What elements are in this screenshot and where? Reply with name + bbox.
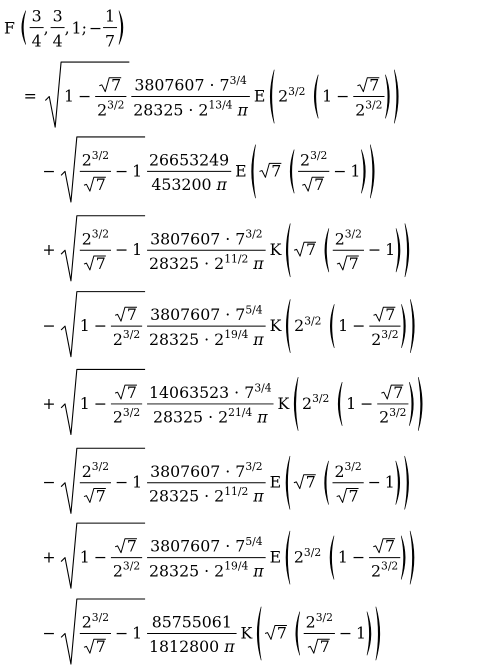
radicand-digit: 7 — [314, 175, 325, 195]
coefficient-fraction — [131, 74, 250, 119]
coefficient-denominator: 28325 · 2 — [133, 100, 209, 120]
base-digit: 2 — [379, 407, 390, 427]
modulus-factor — [294, 314, 321, 335]
radicand-digit: 7 — [348, 486, 359, 506]
radicand-digit: 7 — [276, 623, 287, 643]
open-paren-icon — [330, 536, 334, 579]
radicand-fraction — [80, 149, 111, 194]
one: 1 — [132, 623, 143, 643]
exponent: 3/2 — [107, 98, 125, 112]
minus-sign: − — [42, 472, 56, 492]
one: 1 — [356, 623, 367, 643]
close-paren-icon — [376, 607, 380, 660]
radicand-digit: 7 — [111, 75, 122, 95]
minus-sign: − — [367, 240, 382, 260]
minus-sign: − — [93, 393, 107, 413]
coefficient-numerator: 26653249 — [149, 150, 230, 170]
coefficient-numerator-sup: 3/4 — [229, 74, 247, 88]
coefficient-denominator: π — [216, 175, 227, 195]
square-root — [61, 137, 145, 202]
numerator — [82, 228, 109, 249]
minus-sign: − — [114, 240, 129, 260]
radicand-fraction — [80, 611, 111, 656]
radicand-digit: 7 — [126, 383, 137, 403]
radicand-digit: 7 — [348, 253, 359, 273]
exponent: 3/2 — [122, 328, 141, 342]
denominator — [371, 328, 398, 349]
separator: , — [43, 18, 49, 38]
separator: ; — [81, 18, 87, 38]
numerator — [373, 537, 395, 556]
coefficient-denominator-sup: 13/4 — [208, 98, 233, 112]
base-digit: 2 — [300, 150, 311, 170]
minus-sign: − — [93, 547, 107, 567]
elliptic-k: K — [277, 393, 290, 413]
numerator — [99, 76, 121, 95]
square-root — [61, 448, 145, 513]
elliptic-e: E — [269, 547, 282, 567]
denominator — [302, 175, 324, 194]
base-digit: 2 — [81, 229, 92, 249]
coefficient-denominator-sup: 19/4 — [224, 328, 249, 342]
modulus-fraction — [353, 76, 384, 120]
modulus-fraction — [369, 537, 400, 581]
exponent: 3/2 — [389, 406, 407, 420]
base-digit: 2 — [81, 461, 92, 481]
base-digit: 2 — [81, 612, 92, 632]
numerator — [381, 383, 403, 402]
open-paren-icon — [252, 145, 256, 198]
exponent: 3/2 — [312, 392, 330, 406]
minus-sign: − — [360, 393, 374, 413]
term-row — [42, 448, 408, 513]
open-paren-icon — [286, 531, 290, 584]
coefficient-fraction — [147, 381, 273, 426]
denominator — [355, 99, 382, 120]
radicand-digit: 7 — [95, 486, 106, 506]
modulus-fraction — [369, 305, 400, 349]
coefficient-denominator: 28325 · 2 — [152, 407, 229, 427]
coefficient-denominator: 28325 · 2 — [149, 486, 225, 506]
minus-sign: − — [42, 623, 56, 643]
elliptic-k: K — [269, 316, 282, 336]
argument-numerator: 3 — [31, 6, 42, 26]
term-row — [42, 137, 374, 202]
close-paren-icon — [385, 75, 389, 118]
exponent: 3/2 — [91, 148, 110, 162]
coefficient-fraction — [147, 460, 266, 505]
open-paren-icon — [22, 11, 26, 44]
exponent: 3/2 — [91, 460, 110, 474]
modulus-fraction — [298, 149, 329, 194]
radicand-digit: 7 — [319, 637, 330, 657]
one: 1 — [79, 547, 90, 567]
one: 1 — [132, 472, 143, 492]
close-paren-icon — [401, 304, 405, 347]
argument-numerator: 1 — [105, 6, 116, 26]
numerator — [334, 460, 361, 481]
base-digit: 2 — [97, 100, 108, 120]
modulus-fraction — [377, 383, 408, 427]
numerator — [357, 76, 379, 95]
coefficient-fraction — [147, 151, 231, 195]
term-row — [24, 62, 399, 127]
modulus-fraction — [304, 611, 335, 656]
coefficient-numerator-sup: 5/4 — [245, 303, 263, 317]
base-digit: 2 — [294, 316, 305, 336]
one: 1 — [346, 393, 357, 413]
modulus-factor — [302, 392, 329, 413]
one: 1 — [337, 547, 348, 567]
modulus-factor — [294, 473, 316, 492]
base-digit: 2 — [334, 461, 345, 481]
elliptic-e: E — [253, 86, 266, 106]
argument-denominator: 7 — [105, 31, 116, 51]
elliptic-e: E — [269, 472, 282, 492]
denominator — [84, 486, 106, 505]
open-paren-icon — [286, 300, 290, 353]
denominator — [337, 254, 359, 273]
exponent: 3/2 — [91, 227, 110, 241]
radicand-fraction — [111, 305, 142, 349]
coefficient-denominator: 28325 · 2 — [149, 253, 225, 273]
open-paren-icon — [290, 150, 294, 193]
modulus-factor — [294, 240, 316, 259]
exponent: 3/2 — [381, 559, 399, 573]
coefficient-denominator: π — [237, 100, 248, 120]
coefficient-denominator: π — [257, 407, 268, 427]
elliptic-k: K — [269, 240, 282, 260]
radicand-fraction — [80, 228, 111, 273]
plus-sign: + — [42, 393, 56, 413]
coefficient-denominator: π — [253, 253, 264, 273]
close-paren-icon — [409, 382, 413, 425]
coefficient-fraction — [147, 304, 266, 349]
open-paren-icon — [294, 377, 298, 430]
denominator — [84, 175, 106, 194]
function-name: F — [3, 18, 15, 38]
close-paren-icon — [370, 145, 374, 198]
coefficient-denominator: π — [224, 637, 235, 657]
minus-sign: − — [351, 547, 366, 567]
numerator — [115, 305, 137, 324]
minus-sign: − — [114, 161, 129, 181]
minus-sign: − — [78, 86, 92, 106]
radicand-digit: 7 — [126, 305, 137, 325]
exponent: 3/2 — [310, 148, 328, 162]
radicand-digit: 7 — [126, 536, 137, 556]
one: 1 — [79, 393, 90, 413]
base-digit: 2 — [305, 612, 316, 632]
one: 1 — [79, 316, 90, 336]
radicand-fraction — [80, 460, 111, 505]
numerator — [82, 611, 109, 632]
minus-sign: − — [338, 623, 353, 643]
term-row — [42, 599, 379, 664]
coefficient-denominator: 28325 · 2 — [149, 329, 225, 349]
denominator — [113, 406, 140, 427]
coefficient-denominator: 1812800 — [149, 637, 220, 657]
exponent: 3/2 — [304, 314, 322, 328]
one: 1 — [385, 240, 396, 260]
square-root — [61, 523, 145, 588]
coefficient-denominator: π — [253, 561, 264, 581]
coefficient-denominator: 453200 — [151, 175, 212, 195]
minus-sign: − — [336, 86, 350, 106]
coefficient-fraction — [147, 613, 237, 657]
radicand-digit: 7 — [305, 240, 317, 260]
term-row — [42, 369, 422, 434]
minus-sign: − — [42, 316, 56, 336]
close-paren-icon — [394, 70, 398, 123]
radicand-digit: 7 — [385, 305, 396, 325]
base-digit: 2 — [334, 229, 345, 249]
exponent: 3/2 — [315, 610, 333, 624]
minus-sign: − — [333, 161, 347, 181]
open-paren-icon — [325, 229, 329, 272]
radicand-digit: 7 — [385, 536, 396, 556]
numerator — [115, 537, 137, 556]
one: 1 — [64, 86, 75, 106]
radicand-fraction — [111, 537, 142, 581]
open-paren-icon — [296, 612, 300, 655]
square-root — [61, 599, 145, 664]
radicand-digit: 7 — [95, 637, 106, 657]
radicand-digit: 7 — [369, 75, 380, 95]
exponent: 3/2 — [122, 559, 141, 573]
one: 1 — [132, 161, 143, 181]
coefficient-numerator: 3807607 · 7 — [150, 305, 246, 325]
numerator — [306, 611, 333, 632]
denominator — [113, 560, 140, 581]
open-paren-icon — [286, 224, 290, 277]
radicand-fraction — [111, 383, 142, 427]
minus-sign: − — [93, 316, 107, 336]
argument-denominator: 4 — [52, 31, 63, 51]
square-root — [61, 369, 145, 434]
minus-sign: − — [114, 623, 129, 643]
argument-denominator: 4 — [31, 31, 42, 51]
minus-sign: − — [42, 161, 56, 181]
denominator — [97, 99, 124, 120]
argument-numerator: 3 — [52, 6, 63, 26]
numerator — [82, 460, 109, 481]
header-expression — [4, 7, 123, 51]
open-paren-icon — [286, 456, 290, 509]
close-paren-icon — [410, 531, 414, 584]
close-paren-icon — [361, 150, 365, 193]
modulus-factor — [294, 546, 321, 567]
coefficient-numerator: 3807607 · 7 — [150, 536, 246, 556]
minus-sign: − — [367, 472, 381, 492]
open-paren-icon — [325, 461, 329, 504]
coefficient-denominator-sup: 21/4 — [228, 406, 253, 420]
denominator — [308, 637, 330, 656]
coefficient-numerator: 3807607 · 7 — [150, 461, 246, 481]
modulus-fraction — [332, 460, 363, 505]
numerator — [335, 228, 362, 249]
exponent: 3/2 — [344, 227, 362, 241]
plus-sign: + — [42, 547, 56, 567]
base-digit: 2 — [371, 329, 382, 349]
term-row — [42, 216, 409, 281]
numerator — [373, 305, 395, 324]
coefficient-numerator-sup: 3/2 — [245, 460, 263, 474]
exponent: 3/2 — [303, 545, 322, 559]
radicand-digit: 7 — [95, 253, 106, 273]
plus-sign: + — [42, 240, 56, 260]
coefficient-numerator: 14063523 · 7 — [149, 383, 255, 403]
modulus-factor — [278, 85, 305, 106]
coefficient-denominator-sup: 11/2 — [224, 484, 249, 498]
coefficient-denominator-sup: 19/4 — [224, 559, 249, 573]
coefficient-denominator: 28325 · 2 — [149, 561, 225, 581]
elliptic-e: E — [235, 161, 247, 181]
radicand-digit: 7 — [305, 472, 316, 492]
close-paren-icon — [410, 300, 414, 353]
exponent: 3/2 — [365, 98, 383, 112]
open-paren-icon — [338, 382, 342, 425]
denominator — [371, 560, 398, 581]
minus-sign: − — [114, 472, 129, 492]
coefficient-numerator-sup: 5/4 — [245, 535, 263, 549]
exponent: 3/2 — [344, 460, 362, 474]
coefficient-numerator: 3807607 · 7 — [134, 75, 230, 95]
close-paren-icon — [396, 229, 400, 272]
formula-body — [4, 7, 422, 664]
argument-value: 1 — [71, 18, 82, 38]
term-row — [42, 523, 414, 588]
denominator — [84, 254, 106, 273]
exponent: 3/2 — [91, 610, 110, 624]
base-digit: 2 — [112, 407, 123, 427]
radicand-digit: 7 — [393, 383, 404, 403]
exponent: 3/2 — [288, 84, 306, 98]
coefficient-denominator: π — [253, 486, 264, 506]
denominator — [84, 637, 106, 656]
close-paren-icon — [367, 612, 371, 655]
term-row — [42, 292, 414, 357]
minus-sign: − — [88, 18, 103, 38]
numerator — [300, 149, 327, 170]
modulus-factor — [259, 161, 281, 180]
base-digit: 2 — [278, 86, 289, 106]
separator: , — [64, 18, 70, 38]
close-paren-icon — [405, 224, 409, 277]
close-paren-icon — [119, 11, 123, 44]
close-paren-icon — [418, 377, 422, 430]
coefficient-denominator: π — [253, 329, 264, 349]
numerator — [82, 149, 109, 170]
close-paren-icon — [401, 536, 405, 579]
exponent: 3/2 — [122, 406, 141, 420]
base-digit: 2 — [302, 393, 313, 413]
square-root — [61, 292, 145, 357]
elliptic-k: K — [240, 623, 253, 643]
square-root — [45, 62, 129, 127]
exponent: 3/2 — [381, 328, 399, 342]
modulus-factor — [265, 623, 287, 642]
base-digit: 2 — [355, 100, 366, 120]
one: 1 — [322, 86, 333, 106]
base-digit: 2 — [81, 150, 92, 170]
close-paren-icon — [396, 461, 400, 504]
base-digit: 2 — [112, 329, 123, 349]
denominator — [337, 486, 359, 505]
one: 1 — [350, 161, 361, 181]
square-root — [61, 216, 145, 281]
coefficient-fraction — [147, 228, 266, 273]
coefficient-fraction — [147, 535, 266, 580]
one: 1 — [384, 472, 395, 492]
base-digit: 2 — [293, 547, 304, 567]
denominator — [113, 328, 140, 349]
denominator — [379, 406, 406, 427]
radicand-digit: 7 — [95, 175, 106, 195]
base-digit: 2 — [370, 561, 382, 581]
coefficient-denominator-sup: 11/2 — [224, 252, 249, 266]
one: 1 — [338, 316, 349, 336]
coefficient-numerator-sup: 3/4 — [254, 381, 272, 395]
coefficient-numerator: 3807607 · 7 — [150, 229, 246, 249]
radicand-fraction — [95, 76, 126, 120]
coefficient-numerator: 85755061 — [151, 612, 232, 632]
numerator — [115, 383, 137, 402]
open-paren-icon — [330, 304, 334, 347]
open-paren-icon — [257, 607, 261, 660]
open-paren-icon — [314, 75, 318, 118]
close-paren-icon — [405, 456, 409, 509]
one: 1 — [132, 240, 143, 260]
equals-sign: = — [23, 86, 37, 106]
coefficient-numerator-sup: 3/2 — [245, 227, 263, 241]
modulus-fraction — [333, 228, 364, 273]
radicand-digit: 7 — [271, 161, 282, 181]
minus-sign: − — [352, 316, 366, 336]
base-digit: 2 — [112, 561, 123, 581]
open-paren-icon — [270, 70, 274, 123]
